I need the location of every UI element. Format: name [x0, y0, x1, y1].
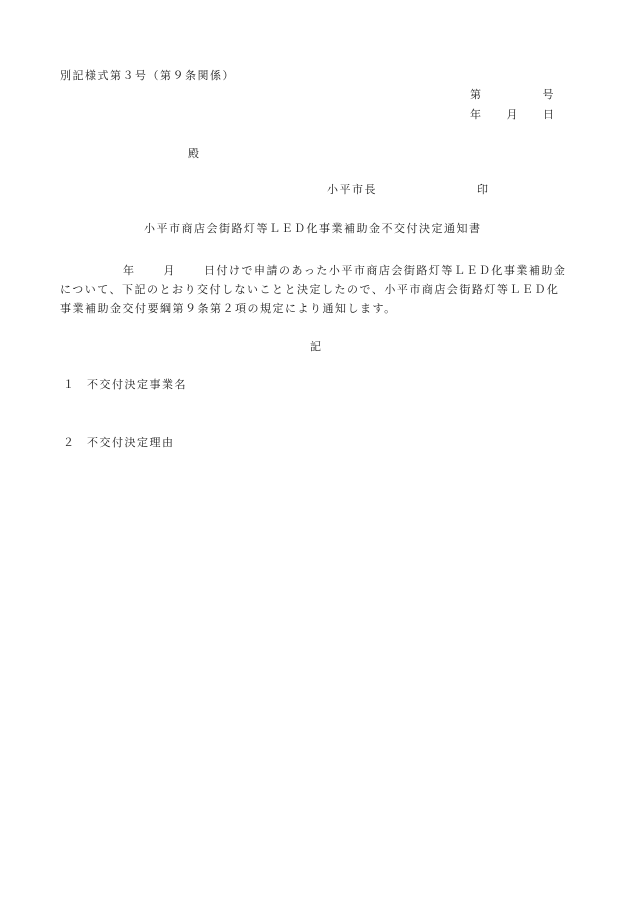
- body-month: 月: [163, 264, 176, 277]
- kisai-heading: 記: [310, 340, 323, 353]
- body-line-3: 事業補助金交付要綱第９条第２項の規定により通知します。: [60, 302, 397, 315]
- date-day: 日: [543, 108, 556, 121]
- issuer-title: 小平市長: [327, 183, 377, 196]
- body-year: 年: [123, 264, 136, 277]
- body-line-1-text: 日付けで申請のあった小平市商店会街路灯等ＬＥＤ化事業補助金: [204, 264, 567, 277]
- form-label: 別記様式第３号（第９条関係）: [60, 69, 235, 82]
- document-title: 小平市商店会街路灯等ＬＥＤ化事業補助金不交付決定通知書: [144, 222, 482, 235]
- document-number-suffix: 号: [542, 88, 555, 101]
- document-number: [470, 89, 555, 100]
- item-number: １: [63, 378, 76, 391]
- date-month: 月: [506, 108, 519, 121]
- notice-body: [60, 265, 580, 322]
- item-number: ２: [63, 436, 76, 449]
- issuer: [327, 184, 490, 195]
- list-item: [63, 379, 187, 390]
- body-line-1: [60, 265, 580, 284]
- document-date: [470, 109, 556, 120]
- date-year: 年: [470, 108, 483, 121]
- body-line-2: について、下記のとおり交付しないことと決定したので、小平市商店会街路灯等ＬＥＤ化: [60, 283, 560, 296]
- issuer-seal: 印: [477, 183, 490, 196]
- item-label: 不交付決定事業名: [87, 378, 187, 391]
- item-label: 不交付決定理由: [87, 436, 175, 449]
- document-number-prefix: 第: [470, 88, 483, 101]
- addressee: 殿: [188, 147, 201, 160]
- list-item: [63, 437, 175, 448]
